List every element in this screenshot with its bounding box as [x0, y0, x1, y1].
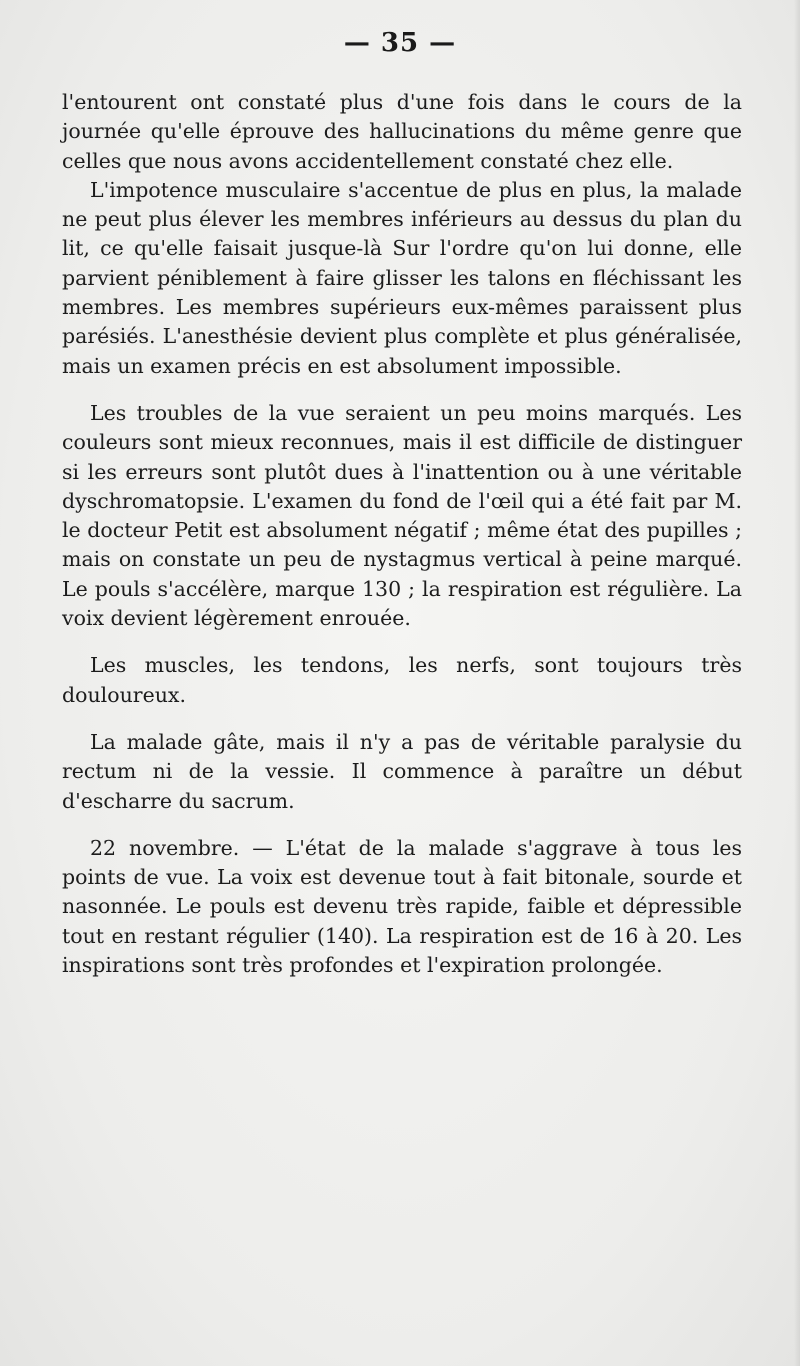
- paragraph-muscles: Les muscles, les tendons, les nerfs, sont toujours très douloureux.: [62, 653, 742, 707]
- body-text: [62, 88, 742, 980]
- paragraph-november-22: 22 novembre. — L'état de la malade s'aggrave à tous les points de vue. La voix est devenue tout à fait bitonale, sourde et nasonnée. Le pouls est devenu très rapide, faible et dépressible tout en restant régulier (140). La respiration est de 16 à 20. Les inspirations sont très profondes et l'expiration prolongée.: [62, 835, 742, 978]
- paragraph-continuation: l'entourent ont constaté plus d'une fois dans le cours de la journée qu'elle éprouve des hallucinations du même genre que celles que nous avons accidentellement constaté chez elle.: [62, 90, 742, 173]
- page-number: — 35 —: [343, 28, 457, 58]
- paragraph-vision: Les troubles de la vue seraient un peu moins marqués. Les couleurs sont mieux reconnues, mais il est difficile de distinguer si les erreurs sont plutôt dues à l'inattention ou à une véritable dyschromatopsie. L'examen du fond de l'œil qui a été fait par M. le docteur Petit est absolument négatif ; même état des pupilles ; mais on constate un peu de nystagmus vertical à peine marqué. Le pouls s'accélère, marque 130 ; la respiration est régulière. La voix devient légèrement enrouée.: [62, 400, 742, 631]
- scan-edge-shadow: [794, 0, 800, 1366]
- paragraph-impotence: L'impotence musculaire s'accentue de plus en plus, la malade ne peut plus élever les membres inférieurs au dessus du plan du lit, ce qu'elle faisait jusque-là Sur l'ordre qu'on lui donne, elle parvient péniblement à faire glisser les talons en fléchissant les membres. Les membres supérieurs eux-mêmes paraissent plus parésiés. L'anesthésie devient plus complète et plus généralisée, mais un examen précis en est absolument impossible.: [62, 177, 742, 378]
- paragraph-paralysis: La malade gâte, mais il n'y a pas de véritable paralysie du rectum ni de la vessie. Il commence à paraître un début d'escharre du sacrum.: [62, 729, 742, 813]
